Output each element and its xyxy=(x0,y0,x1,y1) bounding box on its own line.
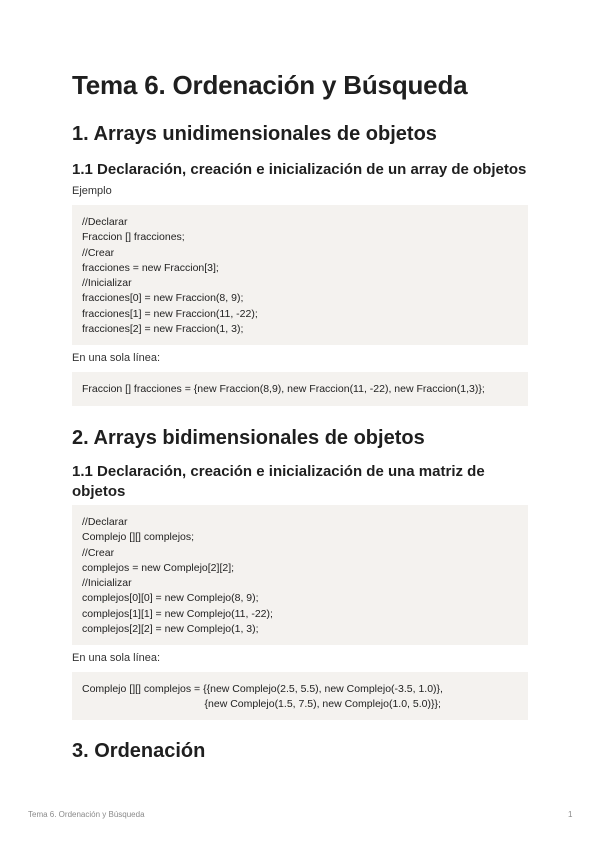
code-block-matrix-declaration xyxy=(72,505,528,645)
code-line: complejos[1][1] = new Complejo(11, -22); xyxy=(82,607,273,620)
code-line: fracciones[2] = new Fraccion(1, 3); xyxy=(82,323,244,336)
section-3-heading: 3. Ordenación xyxy=(72,740,206,762)
example-label: Ejemplo xyxy=(72,185,112,197)
code-line: fracciones[0] = new Fraccion(8, 9); xyxy=(82,292,244,305)
section-1-heading: 1. Arrays unidimensionales de objetos xyxy=(72,123,437,145)
code-line: {new Complejo(1.5, 7.5), new Complejo(1.0, 5.0)}}; xyxy=(82,698,441,711)
code-line: complejos[0][0] = new Complejo(8, 9); xyxy=(82,592,259,605)
code-line: //Declarar xyxy=(82,516,128,528)
code-line: Fraccion [] fracciones; xyxy=(82,231,185,244)
code-block-array-oneline xyxy=(72,372,528,406)
code-line: //Crear xyxy=(82,246,115,259)
oneline-label-2: En una sola línea: xyxy=(72,652,161,664)
code-line: //Declarar xyxy=(82,216,128,228)
code-line: complejos = new Complejo[2][2]; xyxy=(82,561,235,574)
code-line: Complejo [][] complejos; xyxy=(82,531,195,544)
document-title: Tema 6. Ordenación y Búsqueda xyxy=(72,70,468,100)
section-2-heading: 2. Arrays bidimensionales de objetos xyxy=(72,427,425,449)
code-line: complejos[2][2] = new Complejo(1, 3); xyxy=(82,623,259,636)
code-line: Fraccion [] fracciones = {new Fraccion(8,9), new Fraccion(11, -22), new Fraccion(1,3)}; xyxy=(82,383,485,395)
section-2-1-heading: 1.1 Declaración, creación e inicialización de una matriz de objetos xyxy=(72,463,485,500)
code-line: //Inicializar xyxy=(82,577,132,590)
section-1-1-heading: 1.1 Declaración, creación e inicialización de un array de objetos xyxy=(72,161,527,178)
oneline-label: En una sola línea: xyxy=(72,352,161,364)
code-block-array-declaration xyxy=(72,205,528,345)
code-line: //Inicializar xyxy=(82,277,132,290)
code-line: fracciones[1] = new Fraccion(11, -22); xyxy=(82,307,258,320)
code-line: fracciones = new Fraccion[3]; xyxy=(82,261,219,274)
footer-page-number: 1 xyxy=(568,810,573,819)
code-block-matrix-oneline xyxy=(72,672,528,720)
code-line: Complejo [][] complejos = {{new Complejo(2.5, 5.5), new Complejo(-3.5, 1.0)}, xyxy=(82,683,443,695)
footer-title: Tema 6. Ordenación y Búsqueda xyxy=(28,810,145,819)
code-line: //Crear xyxy=(82,546,115,559)
